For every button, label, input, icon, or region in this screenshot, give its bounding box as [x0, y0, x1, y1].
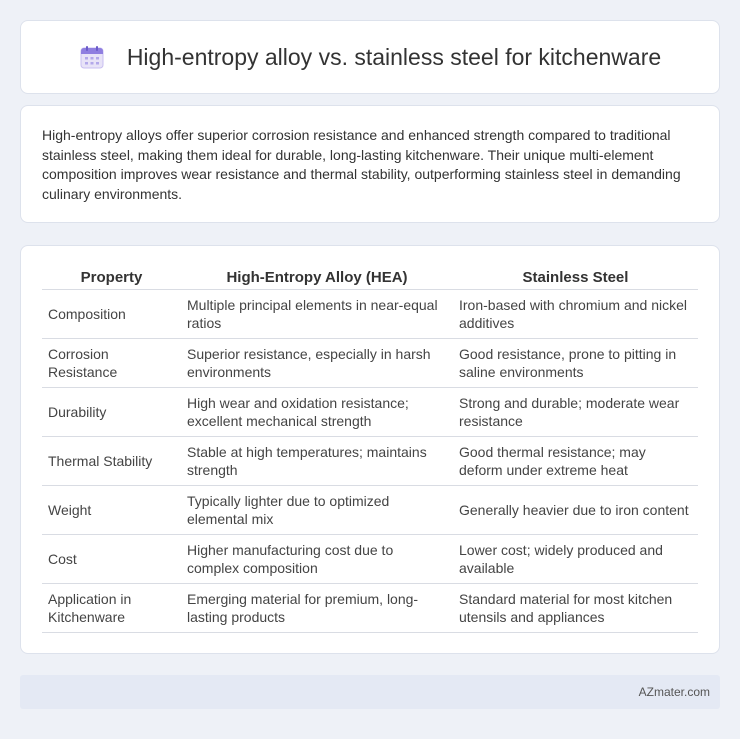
hea-cell: Typically lighter due to optimized elemental mix: [181, 486, 453, 535]
table-row: [42, 290, 698, 339]
hea-cell: Multiple principal elements in near-equal ratios: [181, 290, 453, 339]
stainless-cell: Good thermal resistance; may deform under extreme heat: [453, 437, 698, 486]
title-card: [20, 20, 720, 94]
column-header-stainless: Stainless Steel: [453, 264, 698, 290]
hea-cell: Emerging material for premium, long-lasting products: [181, 584, 453, 633]
column-header-hea: High-Entropy Alloy (HEA): [181, 264, 453, 290]
comparison-table: [42, 264, 698, 633]
comparison-table-card: [20, 245, 720, 654]
hea-cell: Higher manufacturing cost due to complex composition: [181, 535, 453, 584]
summary-card: [20, 105, 720, 223]
footer-brand-link[interactable]: AZmater.com: [638, 685, 710, 699]
footer: [20, 675, 720, 709]
table-row: [42, 437, 698, 486]
summary-text: High-entropy alloys offer superior corrosion resistance and enhanced strength compared to traditional stainless steel, making them ideal for durable, long-lasting kitchenware. Their unique multi-element composition improves wear resistance and thermal stability, outperforming stainless steel in demanding culinary environments.: [42, 127, 681, 202]
stainless-cell: Good resistance, prone to pitting in saline environments: [453, 339, 698, 388]
stainless-cell: Standard material for most kitchen utensils and appliances: [453, 584, 698, 633]
property-cell: Cost: [42, 535, 181, 584]
stainless-cell: Strong and durable; moderate wear resistance: [453, 388, 698, 437]
table-row: [42, 535, 698, 584]
property-cell: Durability: [42, 388, 181, 437]
stainless-cell: Iron-based with chromium and nickel additives: [453, 290, 698, 339]
table-row: [42, 388, 698, 437]
calendar-icon: [79, 44, 105, 70]
table-row: [42, 339, 698, 388]
property-cell: Composition: [42, 290, 181, 339]
page-title: High-entropy alloy vs. stainless steel for kitchenware: [126, 43, 662, 70]
property-cell: Thermal Stability: [42, 437, 181, 486]
hea-cell: Stable at high temperatures; maintains strength: [181, 437, 453, 486]
property-cell: Weight: [42, 486, 181, 535]
table-header-row: [42, 264, 698, 290]
stainless-cell: Generally heavier due to iron content: [453, 486, 698, 535]
table-row: [42, 584, 698, 633]
hea-cell: High wear and oxidation resistance; excellent mechanical strength: [181, 388, 453, 437]
stainless-cell: Lower cost; widely produced and available: [453, 535, 698, 584]
hea-cell: Superior resistance, especially in harsh environments: [181, 339, 453, 388]
property-cell: Application in Kitchenware: [42, 584, 181, 633]
table-row: [42, 486, 698, 535]
property-cell: Corrosion Resistance: [42, 339, 181, 388]
column-header-property: Property: [42, 264, 181, 290]
